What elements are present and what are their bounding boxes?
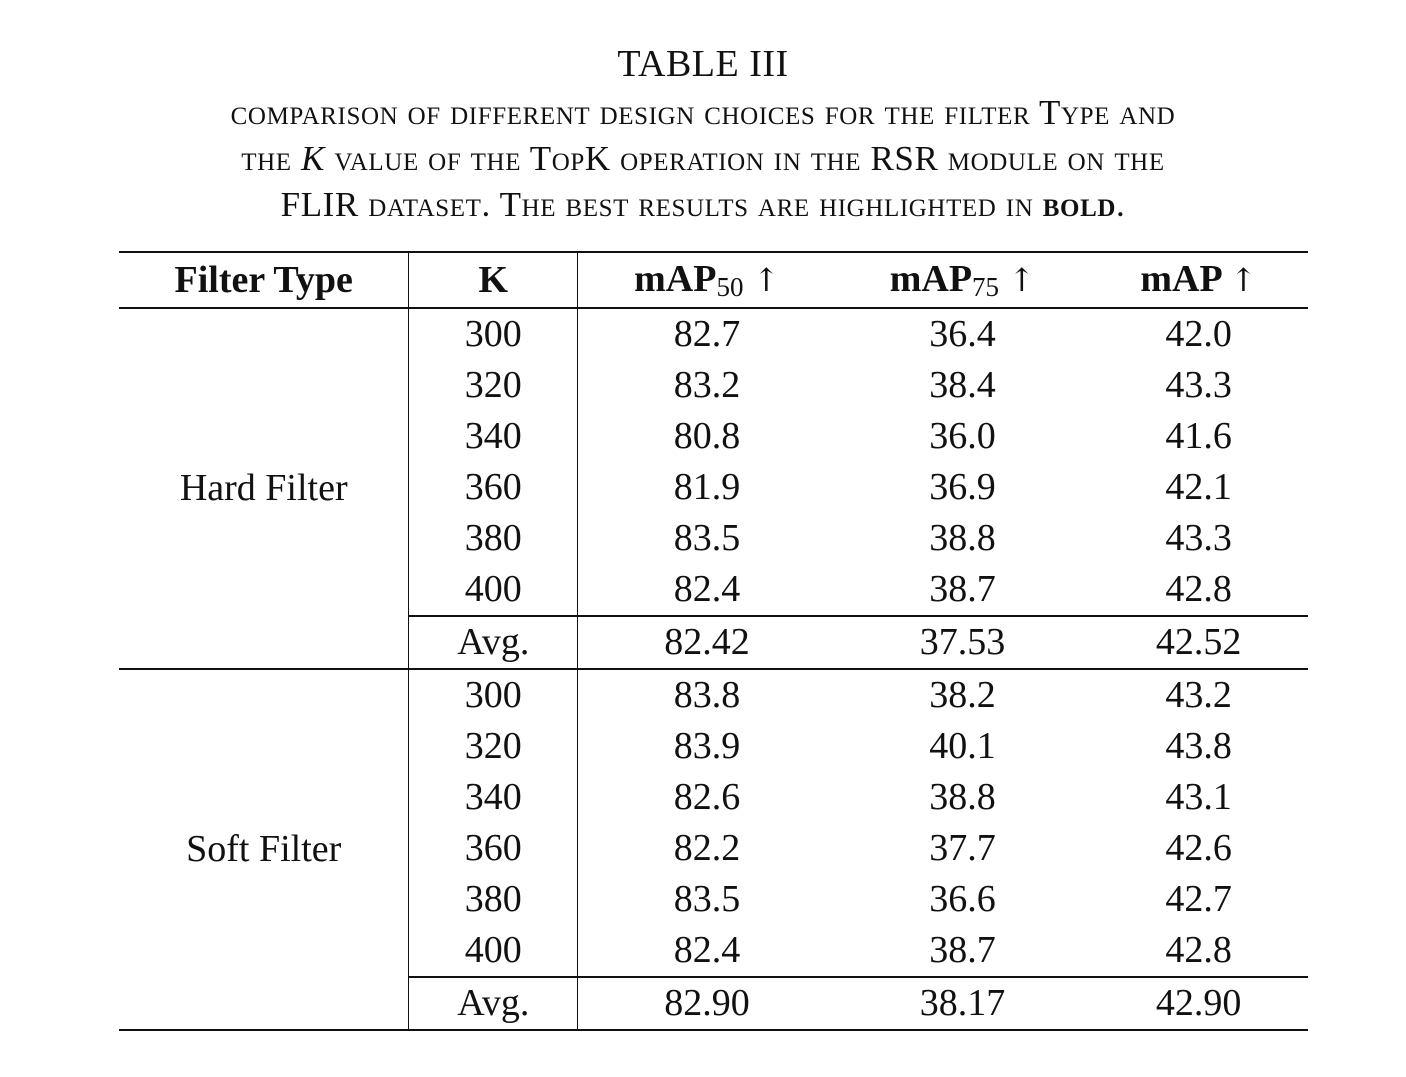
map75-value: 36.6 (929, 878, 996, 920)
group-label-soft-filter: Soft Filter (119, 669, 409, 1030)
table-row (119, 308, 1308, 360)
avg-map50-value: 82.42 (578, 616, 836, 669)
header-map50-subscript: 50 (716, 272, 744, 302)
map50-value: 83.2 (673, 364, 741, 406)
k-value: 400 (409, 564, 578, 616)
k-value: 340 (409, 772, 578, 823)
caption-line-2 (0, 136, 1406, 182)
header-map75 (836, 252, 1090, 308)
map-value: 43.2 (1165, 674, 1232, 716)
header-map75-base: mAP (889, 258, 973, 300)
best-map75-value: 40.1 (929, 725, 996, 767)
map75-value: 36.4 (929, 313, 996, 355)
k-value: 320 (409, 721, 578, 772)
map-value: 43.3 (1165, 364, 1232, 406)
header-map75-subscript: 75 (972, 272, 1000, 302)
avg-map-value: 42.90 (1089, 977, 1308, 1030)
avg-map75-value: 38.17 (836, 977, 1090, 1030)
map75-value: 38.8 (929, 776, 996, 818)
k-value: 360 (409, 823, 578, 874)
map50-value: 82.4 (673, 929, 741, 971)
k-value: 380 (409, 513, 578, 564)
header-filter-type: Filter Type (119, 252, 409, 308)
map-value: 42.7 (1165, 878, 1232, 920)
map75-value: 38.7 (929, 568, 996, 610)
table-caption (0, 38, 1406, 228)
map50-value: 82.7 (673, 313, 741, 355)
caption-line-2-end: value of the TopK operation in the RSR module on the (324, 139, 1165, 178)
avg-label: Avg. (409, 977, 578, 1030)
results-table (119, 251, 1308, 1031)
k-value: 320 (409, 360, 578, 411)
map50-value: 82.6 (673, 776, 741, 818)
k-value: 300 (409, 669, 578, 721)
map75-value: 36.9 (929, 466, 996, 508)
map50-value: 80.8 (673, 415, 741, 457)
header-map-base: mAP (1140, 258, 1221, 300)
k-value: 380 (409, 874, 578, 925)
k-value: 400 (409, 925, 578, 977)
header-map (1089, 252, 1308, 308)
map75-value: 36.0 (929, 415, 996, 457)
header-row (119, 252, 1308, 308)
header-map50 (578, 252, 836, 308)
caption-line-3 (0, 182, 1406, 228)
caption-k-variable: K (301, 139, 325, 178)
map75-value: 38.2 (929, 674, 996, 716)
map50-value: 83.8 (673, 674, 741, 716)
map50-value: 83.5 (673, 517, 741, 559)
header-map50-base: mAP (634, 258, 717, 300)
map75-value: 38.8 (929, 517, 996, 559)
map-value: 43.3 (1165, 517, 1232, 559)
up-arrow-icon: ↑ (1008, 261, 1036, 299)
map75-value: 38.4 (929, 364, 996, 406)
k-value: 340 (409, 411, 578, 462)
caption-line-2-start: the (241, 139, 302, 178)
map-value: 42.8 (1165, 929, 1232, 971)
map50-value: 83.5 (673, 878, 741, 920)
best-map50-value: 83.9 (673, 725, 741, 767)
k-value: 360 (409, 462, 578, 513)
map50-value: 82.2 (673, 827, 741, 869)
group-label-hard-filter: Hard Filter (119, 308, 409, 669)
table-label: TABLE III (617, 43, 789, 85)
header-k: K (409, 252, 578, 308)
table-row (119, 669, 1308, 721)
map-value: 43.1 (1165, 776, 1232, 818)
up-arrow-icon: ↑ (1230, 261, 1257, 299)
map-value: 42.8 (1165, 568, 1232, 610)
map75-value: 37.7 (929, 827, 996, 869)
map50-value: 81.9 (673, 466, 741, 508)
avg-map50-value: 82.90 (578, 977, 836, 1030)
caption-line-3-start: FLIR dataset. The best results are highlighted in (280, 185, 1043, 224)
map-value: 42.0 (1165, 313, 1232, 355)
map75-value: 38.7 (929, 929, 996, 971)
caption-line-3-end: . (1116, 185, 1126, 224)
up-arrow-icon: ↑ (752, 261, 780, 299)
avg-label: Avg. (409, 616, 578, 669)
caption-bold-word: bold (1042, 185, 1116, 224)
best-map-value: 43.8 (1165, 725, 1232, 767)
k-value: 300 (409, 308, 578, 360)
caption-line-1: comparison of different design choices for the filter Type and (230, 93, 1176, 132)
avg-map-value: 42.52 (1089, 616, 1308, 669)
map-value: 41.6 (1165, 415, 1232, 457)
avg-map75-value: 37.53 (836, 616, 1090, 669)
map50-value: 82.4 (673, 568, 741, 610)
map-value: 42.6 (1165, 827, 1232, 869)
map-value: 42.1 (1165, 466, 1232, 508)
